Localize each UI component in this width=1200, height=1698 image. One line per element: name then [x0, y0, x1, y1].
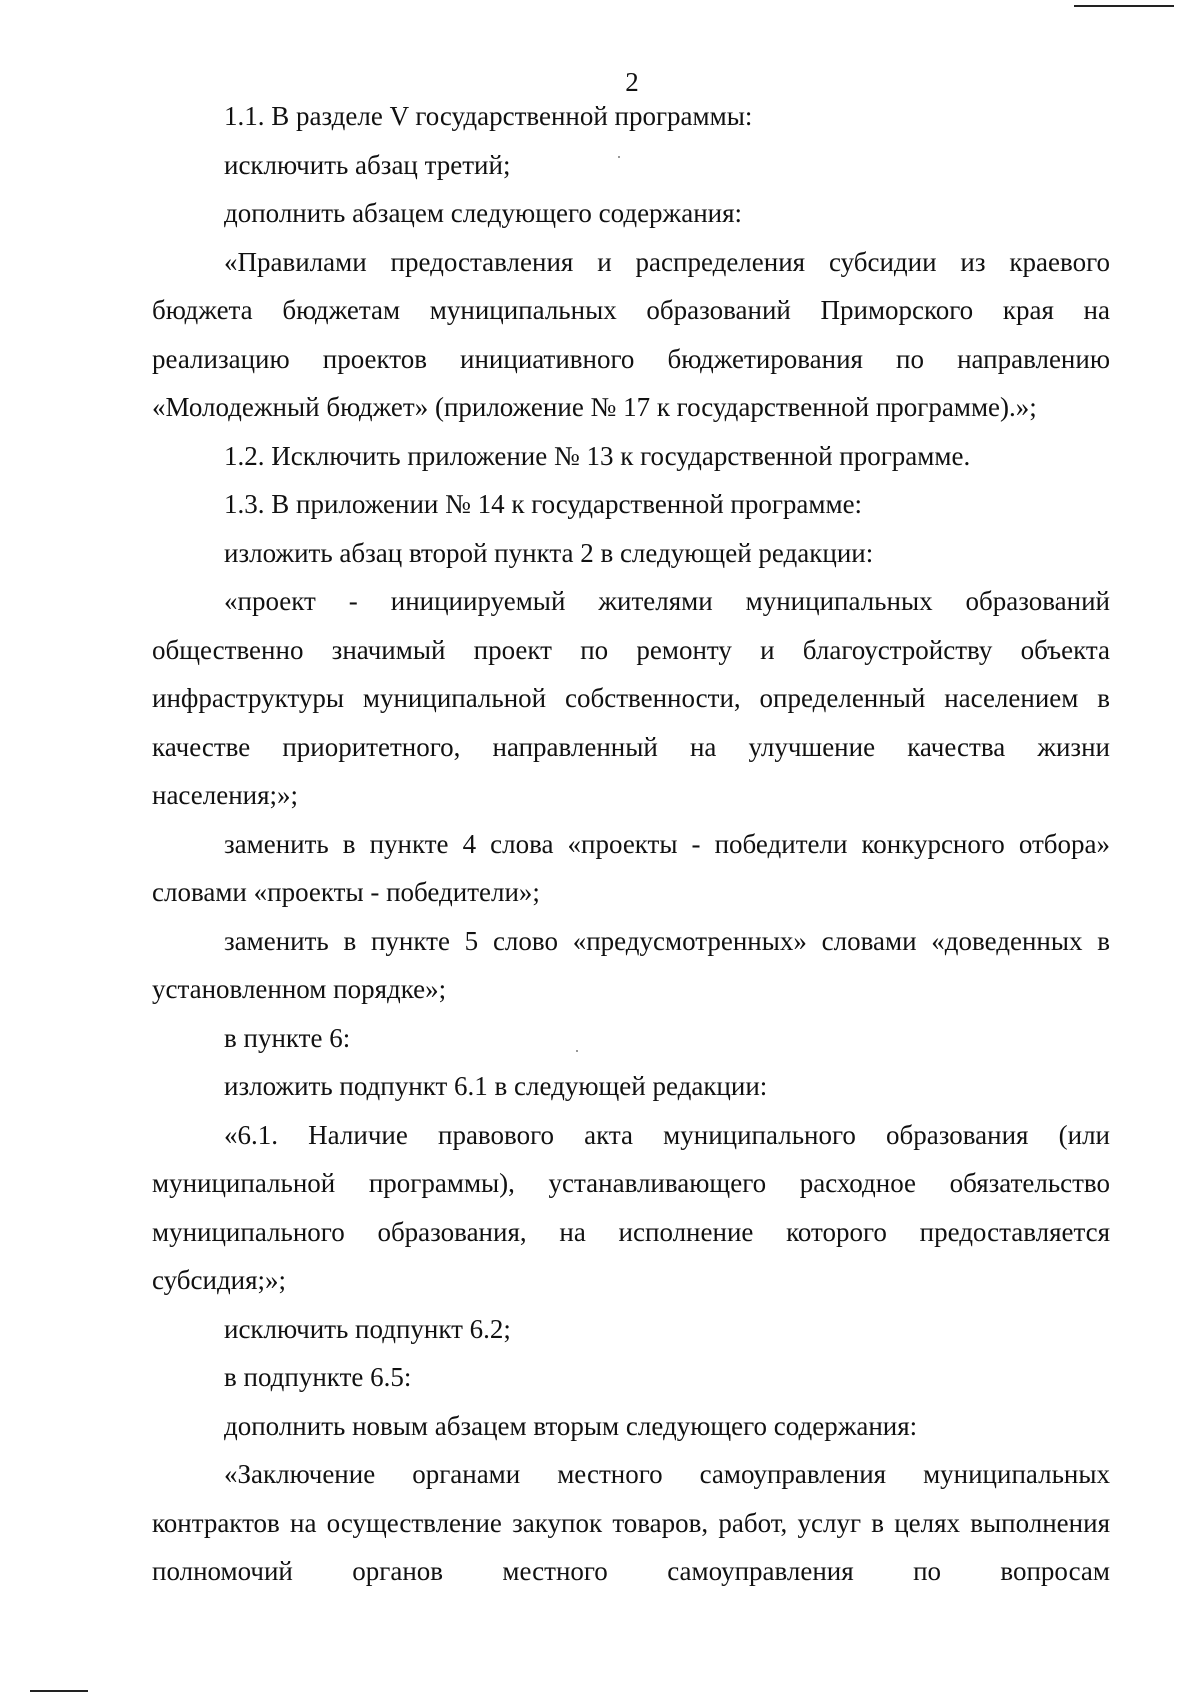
document-body: [152, 92, 1110, 1596]
paragraph: «Заключение органами местного самоуправления муниципальных контрактов на осуществление закупок товаров, работ, услуг в целях выполнения полномочий органов местного самоуправления по вопросам: [152, 1459, 1110, 1586]
paragraph: 1.3. В приложении № 14 к государственной программе:: [224, 489, 863, 519]
paragraph: заменить в пункте 4 слова «проекты - победители конкурсного отбора» словами «проекты - победители»;: [152, 828, 1110, 907]
paragraph: изложить подпункт 6.1 в следующей редакции:: [224, 1071, 768, 1101]
paragraph: в подпункте 6.5:: [224, 1362, 412, 1392]
paragraph: «6.1. Наличие правового акта муниципального образования (или муниципальной программы), устанавливающего расходное обязательство муниципального образования, на исполнение которого предоставляется субсидия;»;: [152, 1119, 1110, 1295]
paragraph: изложить абзац второй пункта 2 в следующей редакции:: [224, 537, 874, 568]
scan-edge-mark-top: [1074, 5, 1174, 7]
paragraph: заменить в пункте 5 слово «предусмотренных» словами «доведенных в установленном порядке»;: [152, 925, 1110, 1004]
paragraph: исключить абзац третий;: [224, 149, 511, 180]
paragraph: 1.1. В разделе V государственной программы:: [224, 101, 753, 131]
paragraph: дополнить абзацем следующего содержания:: [224, 198, 743, 228]
paragraph: «проект - инициируемый жителями муниципальных образований общественно значимый проект по ремонту и благоустройству объекта инфраструктуры муниципальной собственности, определенный населением в качестве приоритетного, направленный на улучшение качества жизни населения;»;: [152, 586, 1110, 810]
paragraph: исключить подпункт 6.2;: [224, 1313, 511, 1344]
paragraph: «Правилами предоставления и распределения субсидии из краевого бюджета бюджетам муниципальных образований Приморского края на реализацию проектов инициативного бюджетирования по направлению «Молодежный бюджет» (приложение № 17 к государственной программе).»;: [152, 246, 1110, 422]
scan-edge-mark-bottom: [30, 1690, 88, 1692]
page-number: 2: [625, 67, 639, 97]
paragraph: в пункте 6:: [224, 1022, 351, 1053]
paragraph: 1.2. Исключить приложение № 13 к государственной программе.: [224, 440, 971, 471]
paragraph: дополнить новым абзацем вторым следующего содержания:: [224, 1410, 918, 1441]
